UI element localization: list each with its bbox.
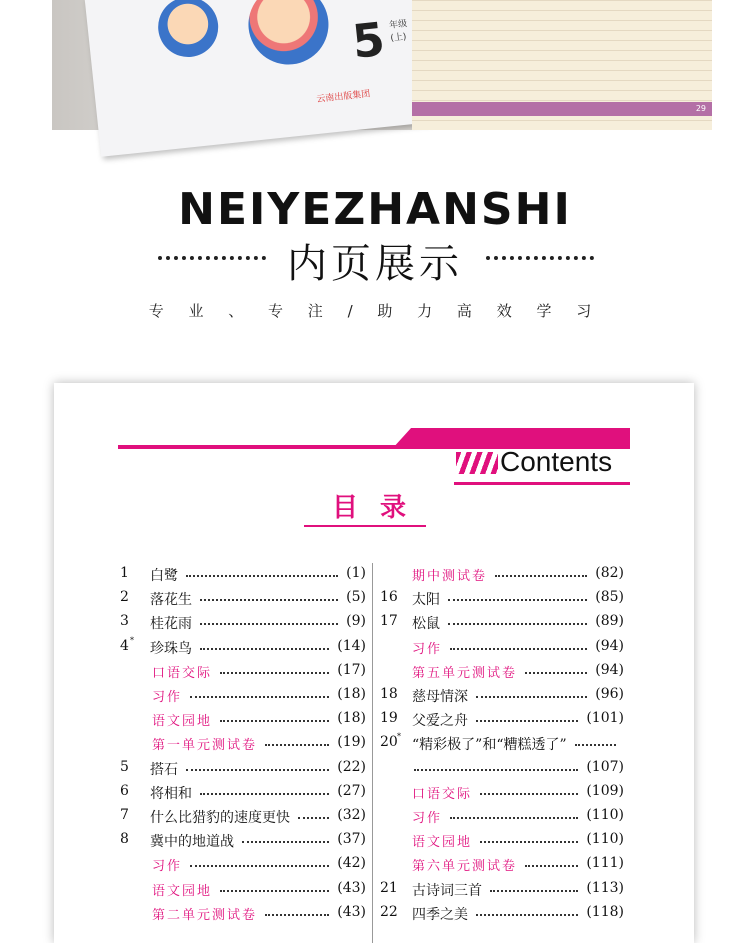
toc-entry: [120, 662, 366, 684]
dot-leader: [476, 914, 578, 916]
toc-page: (22): [337, 758, 366, 775]
dot-leader: [450, 817, 578, 819]
subtitle: 专 业 、 专 注 / 助 力 高 效 学 习: [148, 302, 602, 320]
toc-entry: [120, 783, 366, 805]
toc-number: 18: [380, 686, 398, 702]
toc-entry: [120, 831, 366, 853]
toc-title: 四季之美: [412, 906, 468, 923]
toc-number: 1: [120, 565, 129, 581]
toc-entry: [380, 710, 624, 732]
toc-entry: [380, 904, 624, 926]
toc-sup-mark: *: [130, 635, 134, 645]
toc-page: (89): [595, 613, 624, 630]
book-inner-page: [412, 0, 712, 130]
toc-title: 冀中的地道战: [150, 834, 234, 851]
dot-leader: [220, 672, 329, 674]
toc-title: 第五单元测试卷: [412, 665, 518, 681]
toc-page: (94): [595, 637, 624, 654]
toc-title: 第六单元测试卷: [412, 859, 518, 875]
contents-label: Contents: [500, 446, 613, 477]
toc-page: (14): [337, 637, 366, 654]
toc-page: (27): [337, 782, 366, 799]
dot-leader: [186, 769, 329, 771]
toc-title: 珍珠鸟: [150, 640, 192, 657]
toc-page: (9): [346, 613, 366, 630]
toc-title: 习作: [412, 641, 443, 657]
toc-page: (113): [586, 879, 624, 896]
toc-title: 桂花雨: [150, 616, 192, 633]
toc-number: 5: [120, 758, 129, 775]
toc-title: 什么比猎豹的速度更快: [150, 810, 290, 826]
toc-page: (107): [586, 758, 624, 775]
grade-number: 5: [349, 11, 388, 69]
toc-entry: [380, 807, 624, 829]
toc-title: 口语交际: [412, 786, 473, 802]
toc-page: (85): [595, 589, 624, 606]
toc-page: (109): [586, 782, 624, 799]
toc-page: (37): [337, 831, 366, 848]
toc-entry: [120, 565, 366, 587]
toc-entry: [380, 589, 624, 611]
dot-leader: [190, 865, 329, 867]
toc-page: (17): [337, 661, 366, 678]
toc-title: 语文园地: [152, 883, 213, 899]
toc-number: 22: [380, 903, 398, 920]
toc-title: 将相和: [150, 785, 192, 802]
toc-title: 口语交际: [152, 665, 213, 681]
dot-leader: [265, 914, 329, 916]
toc-page: (111): [586, 855, 624, 872]
toc-page: (43): [337, 879, 366, 896]
toc-number: 3: [120, 613, 129, 630]
toc-title: 语文园地: [152, 714, 213, 730]
mulu-title: 目录: [331, 493, 428, 523]
dot-leader: [480, 793, 578, 795]
toc-page: (18): [337, 710, 366, 727]
dot-leader: [298, 817, 329, 819]
toc-entry: [120, 635, 366, 660]
toc-title: 慈母情深: [412, 689, 468, 705]
toc-entry: [120, 855, 366, 877]
toc-entry: [380, 783, 624, 805]
page-footer: [412, 102, 712, 116]
toc-entry: [120, 880, 366, 902]
toc-title: 语文园地: [412, 835, 473, 851]
toc-title: 习作: [412, 811, 443, 826]
toc-title: 期中测试卷: [412, 569, 488, 584]
toc-entry: [120, 686, 366, 708]
dot-leader: [525, 672, 587, 674]
toc-number: 19: [380, 710, 398, 727]
toc-number: 7: [120, 807, 129, 823]
toc-title: 习作: [152, 690, 183, 705]
dot-leader: [495, 575, 587, 577]
toc-entry: [380, 855, 624, 877]
dot-leader: [200, 648, 329, 650]
toc-title: 白鹭: [150, 568, 178, 584]
cartoon-kid-icon: [155, 0, 221, 60]
english-heading: NEIYEZHANSHI: [178, 184, 572, 235]
toc-number: 21: [380, 879, 398, 896]
chinese-heading: 内页展示: [287, 241, 463, 287]
toc-title: 搭石: [150, 761, 178, 778]
dot-leader: [448, 623, 587, 625]
toc-page: (101): [586, 710, 624, 727]
toc-entry: [120, 807, 366, 829]
column-divider: [372, 563, 373, 943]
toc-page: (110): [586, 807, 624, 823]
toc-page: (96): [595, 686, 624, 702]
toc-entry: [380, 759, 624, 781]
toc-page: (19): [337, 734, 366, 751]
dot-leader: [190, 696, 329, 698]
toc-entry: [380, 734, 624, 756]
book-cover: [85, 0, 430, 157]
dot-leader: [200, 793, 329, 795]
dot-leader: [448, 599, 587, 601]
stripes-icon: [456, 452, 498, 474]
dot-leader: [450, 648, 587, 650]
toc-page: (94): [595, 661, 624, 678]
toc-number: 4: [120, 637, 129, 654]
dot-leader: [480, 841, 578, 843]
toc-page: (5): [346, 589, 366, 606]
toc-page: (43): [337, 903, 366, 920]
dot-leader: [490, 890, 578, 892]
toc-number: 8: [120, 831, 129, 848]
toc-page: (82): [595, 565, 624, 581]
toc-number: 20: [380, 734, 398, 751]
toc-number: 6: [120, 782, 129, 799]
toc-entry: [120, 710, 366, 732]
toc-title: 古诗词三首: [412, 882, 482, 899]
mulu-underline: [304, 525, 426, 527]
toc-entry: [380, 638, 624, 660]
toc-sup-mark: *: [397, 732, 401, 742]
toc-title: 习作: [152, 859, 183, 875]
toc-entry: [120, 613, 366, 635]
toc-page: (118): [586, 903, 624, 920]
toc-number: 17: [380, 613, 398, 630]
dot-leader: [220, 720, 329, 722]
contents-banner: [454, 441, 630, 485]
dot-leader: [200, 623, 338, 625]
toc-title: 太阳: [412, 592, 440, 609]
dot-leader: [265, 744, 329, 746]
toc-page: (18): [337, 686, 366, 702]
toc-number: 2: [120, 589, 129, 606]
dot-leader: [200, 599, 338, 601]
dot-leader: [525, 865, 578, 867]
toc-title: 父爱之舟: [412, 713, 468, 730]
dot-leader: [476, 720, 578, 722]
dot-leader: [476, 696, 587, 698]
toc-page: (1): [346, 565, 366, 581]
right-dots-divider: [486, 256, 594, 260]
toc-entry: [380, 880, 624, 902]
toc-title: 落花生: [150, 592, 192, 609]
toc-page: (32): [337, 807, 366, 823]
page-number: 29: [695, 104, 706, 113]
dot-leader: [575, 744, 616, 746]
toc-entry: [120, 759, 366, 781]
toc-entry: [120, 589, 366, 611]
toc-entry: [120, 904, 366, 926]
toc-entry: [380, 565, 624, 587]
publisher-label: 云南出版集团: [315, 89, 371, 105]
dot-leader: [242, 841, 329, 843]
dot-leader: [414, 769, 578, 771]
dot-leader: [186, 575, 338, 577]
dot-leader: [220, 890, 329, 892]
toc-entry: [380, 662, 624, 684]
toc-title: 第一单元测试卷: [152, 738, 258, 754]
toc-entry: [380, 831, 624, 853]
cartoon-boy-icon: [245, 0, 333, 68]
toc-entry: [120, 734, 366, 756]
toc-entry: [380, 613, 624, 635]
toc-title: 松鼠: [412, 616, 440, 633]
contents-page-preview: [54, 383, 694, 943]
toc-page: (42): [337, 855, 366, 872]
toc-entry: [380, 686, 624, 708]
toc-title: “精彩极了”和“糟糕透了”: [412, 737, 567, 754]
toc-title: 第二单元测试卷: [152, 907, 258, 923]
toc-page: (110): [586, 831, 624, 848]
product-photo: [52, 0, 706, 130]
toc-number: 16: [380, 589, 398, 606]
grade-label: 年级(上): [388, 19, 408, 44]
